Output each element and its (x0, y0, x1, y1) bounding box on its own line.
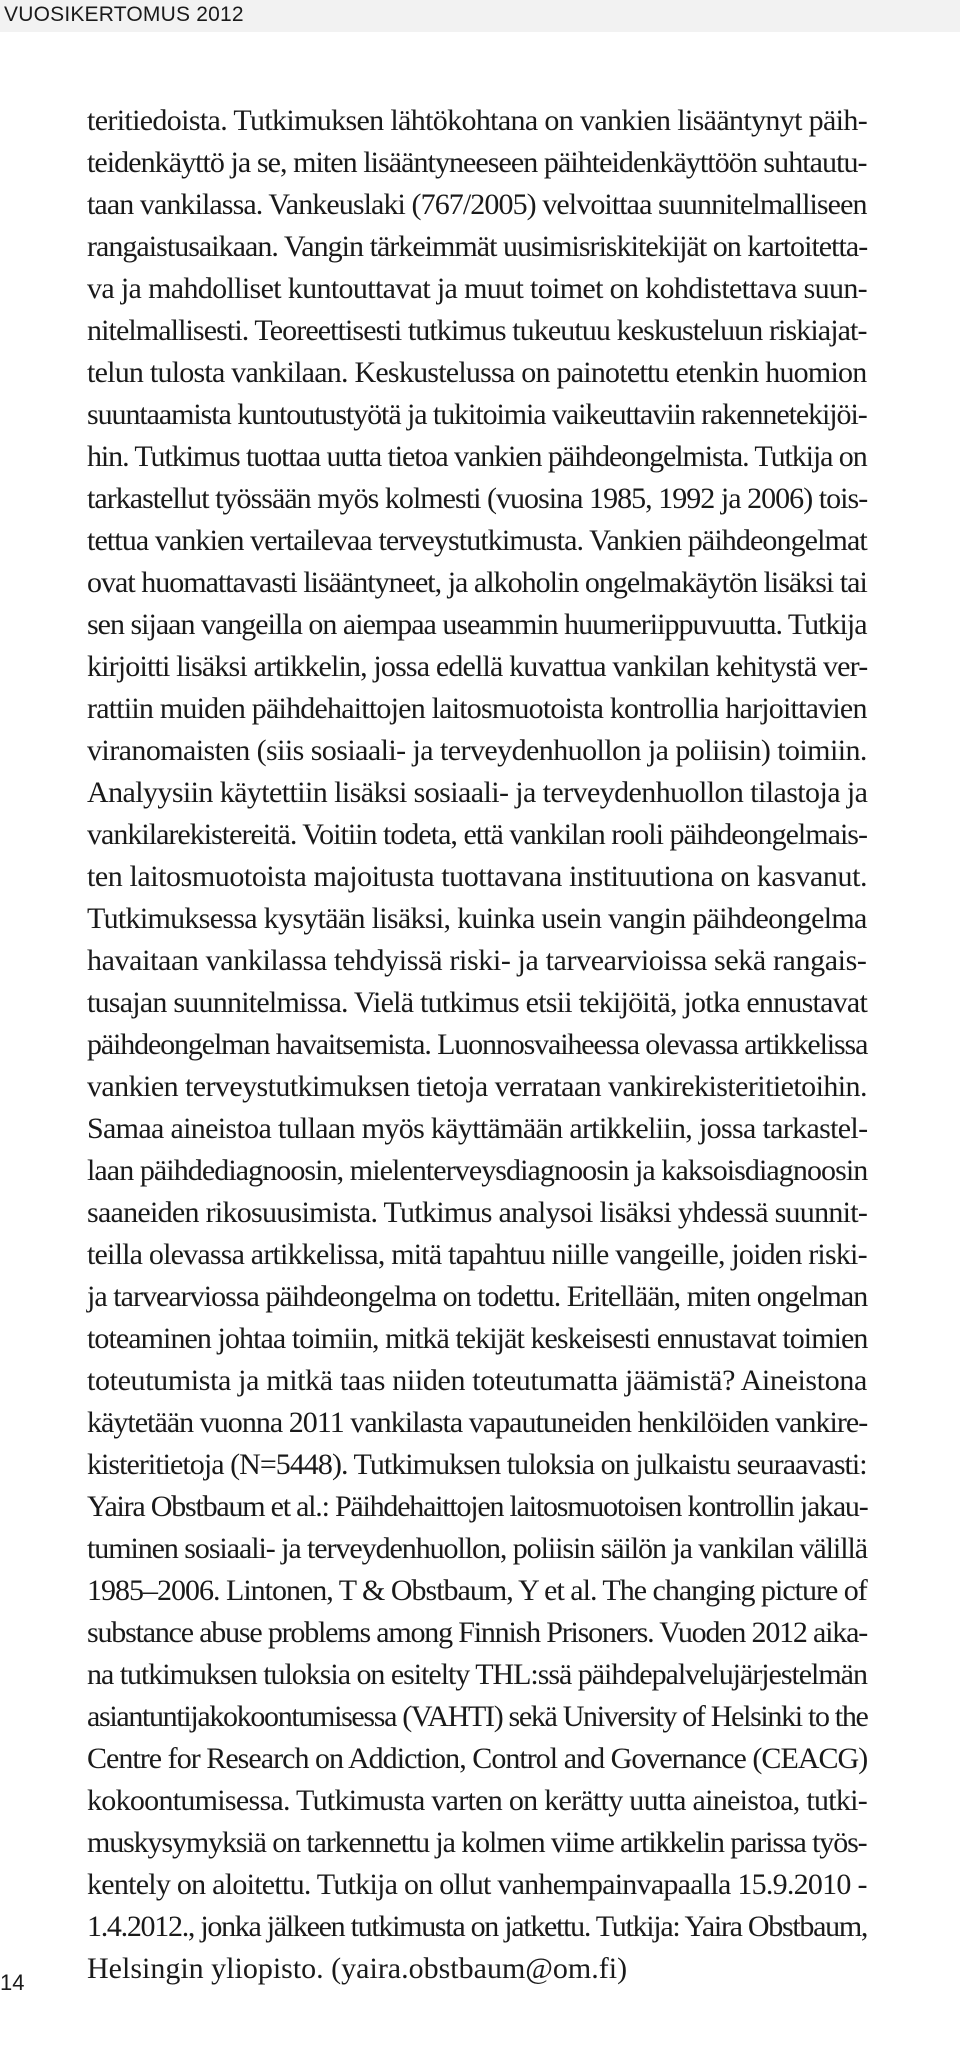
text-line: kirjoitti lisäksi artikkelin, jossa edellä kuvattua vankilan kehitystä ver- (87, 650, 868, 683)
text-line: sen sijaan vangeilla on aiempaa useammin huumeriippuvuutta. Tutkija (87, 608, 867, 641)
header-bar (0, 0, 960, 32)
text-line: saaneiden rikosuusimista. Tutkimus analysoi lisäksi yhdessä suunnit- (87, 1196, 868, 1229)
text-line: hin. Tutkimus tuottaa uutta tietoa vankien päihdeongelmista. Tutkija on (87, 440, 867, 473)
text-line: tarkastellut työssään myös kolmesti (vuosina 1985, 1992 ja 2006) tois- (87, 482, 868, 515)
page-number: 14 (0, 1970, 25, 1995)
text-line: vankilarekistereitä. Voitiin todeta, että vankilan rooli päihdeongelmais- (87, 818, 867, 851)
text-line: Helsingin yliopisto. (yaira.obstbaum@om.fi) (87, 1952, 628, 1985)
text-line: käytetään vuonna 2011 vankilasta vapautuneiden henkilöiden vankire- (87, 1406, 868, 1439)
text-line: toteaminen johtaa toimiin, mitkä tekijät keskeisesti ennustavat toimien (87, 1322, 868, 1355)
text-line: vankien terveystutkimuksen tietoja verrataan vankirekisteritietoihin. (87, 1070, 867, 1103)
text-line: tuminen sosiaali- ja terveydenhuollon, poliisin säilön ja vankilan välillä (87, 1532, 867, 1565)
text-line: na tutkimuksen tuloksia on esitelty THL:ssä päihdepalvelujärjestelmän (87, 1658, 867, 1691)
text-line: ja tarvearviossa päihdeongelma on todettu. Eritellään, miten ongelman (87, 1280, 868, 1313)
text-line: va ja mahdolliset kuntouttavat ja muut toimet on kohdistettava suun- (87, 272, 868, 305)
text-line: toteutumista ja mitkä taas niiden toteutumatta jäämistä? Aineistona (87, 1364, 867, 1397)
text-line: 1.4.2012., jonka jälkeen tutkimusta on jatkettu. Tutkija: Yaira Obstbaum, (87, 1910, 868, 1943)
text-line: teilla olevassa artikkelissa, mitä tapahtuu niille vangeille, joiden riski- (87, 1238, 867, 1271)
text-line: rattiin muiden päihdehaittojen laitosmuotoista kontrollia harjoittavien (87, 692, 867, 725)
text-line: 1985–2006. Lintonen, T & Obstbaum, Y et al. The changing picture of (87, 1574, 867, 1607)
text-line: viranomaisten (siis sosiaali- ja terveydenhuollon ja poliisin) toimiin. (87, 734, 867, 767)
text-line: Samaa aineistoa tullaan myös käyttämään artikkeliin, jossa tarkastel- (87, 1112, 868, 1145)
body-text (87, 100, 867, 1990)
text-line: laan päihdediagnoosin, mielenterveysdiagnoosin ja kaksoisdiagnoosin (87, 1154, 868, 1187)
text-line: kisteritietoja (N=5448). Tutkimuksen tuloksia on julkaistu seuraavasti: (87, 1448, 867, 1481)
text-line: Analyysiin käytettiin lisäksi sosiaali- ja terveydenhuollon tilastoja ja (87, 776, 868, 809)
text-line: teidenkäyttö ja se, miten lisääntyneeseen päihteidenkäyttöön suhtautu- (87, 146, 867, 179)
text-line: kokoontumisessa. Tutkimusta varten on kerätty uutta aineistoa, tutki- (87, 1784, 868, 1817)
text-line: tettua vankien vertailevaa terveystutkimusta. Vankien päihdeongelmat (87, 524, 867, 557)
text-line: ovat huomattavasti lisääntyneet, ja alkoholin ongelmakäytön lisäksi tai (87, 566, 867, 599)
text-line: telun tulosta vankilaan. Keskustelussa on painotettu etenkin huomion (87, 356, 867, 389)
text-line: taan vankilassa. Vankeuslaki (767/2005) velvoittaa suunnitelmalliseen (87, 188, 867, 221)
text-line: muskysymyksiä on tarkennettu ja kolmen viime artikkelin parissa työs- (87, 1826, 867, 1859)
text-line: ten laitosmuotoista majoitusta tuottavana instituutiona on kasvanut. (87, 860, 868, 893)
text-line: tusajan suunnitelmissa. Vielä tutkimus etsii tekijöitä, jotka ennustavat (87, 986, 868, 1019)
text-line: päihdeongelman havaitsemista. Luonnosvaiheessa olevassa artikkelissa (87, 1028, 868, 1061)
text-line: kentely on aloitettu. Tutkija on ollut vanhempainvapaalla 15.9.2010 - (87, 1868, 867, 1901)
text-line: havaitaan vankilassa tehdyissä riski- ja tarvearvioissa sekä rangais- (87, 944, 867, 977)
running-header: VUOSIKERTOMUS 2012 (4, 3, 244, 26)
text-line: suuntaamista kuntoutustyötä ja tukitoimia vaikeuttaviin rakennetekijöi- (87, 398, 867, 431)
text-line: rangaistusaikaan. Vangin tärkeimmät uusimisriskitekijät on kartoitetta- (87, 230, 868, 263)
text-line: Tutkimuksessa kysytään lisäksi, kuinka usein vangin päihdeongelma (87, 902, 867, 935)
text-line: Centre for Research on Addiction, Control and Governance (CEACG) (87, 1742, 868, 1775)
text-line: Yaira Obstbaum et al.: Päihdehaittojen laitosmuotoisen kontrollin jakau- (87, 1490, 868, 1523)
text-line: asiantuntijakokoontumisessa (VAHTI) sekä University of Helsinki to the (87, 1700, 868, 1733)
text-line: nitelmallisesti. Teoreettisesti tutkimus tukeutuu keskusteluun riskiajat- (87, 314, 867, 347)
text-line: substance abuse problems among Finnish Prisoners. Vuoden 2012 aika- (87, 1616, 868, 1649)
text-line: teritiedoista. Tutkimuksen lähtökohtana on vankien lisääntynyt päih- (87, 104, 868, 137)
